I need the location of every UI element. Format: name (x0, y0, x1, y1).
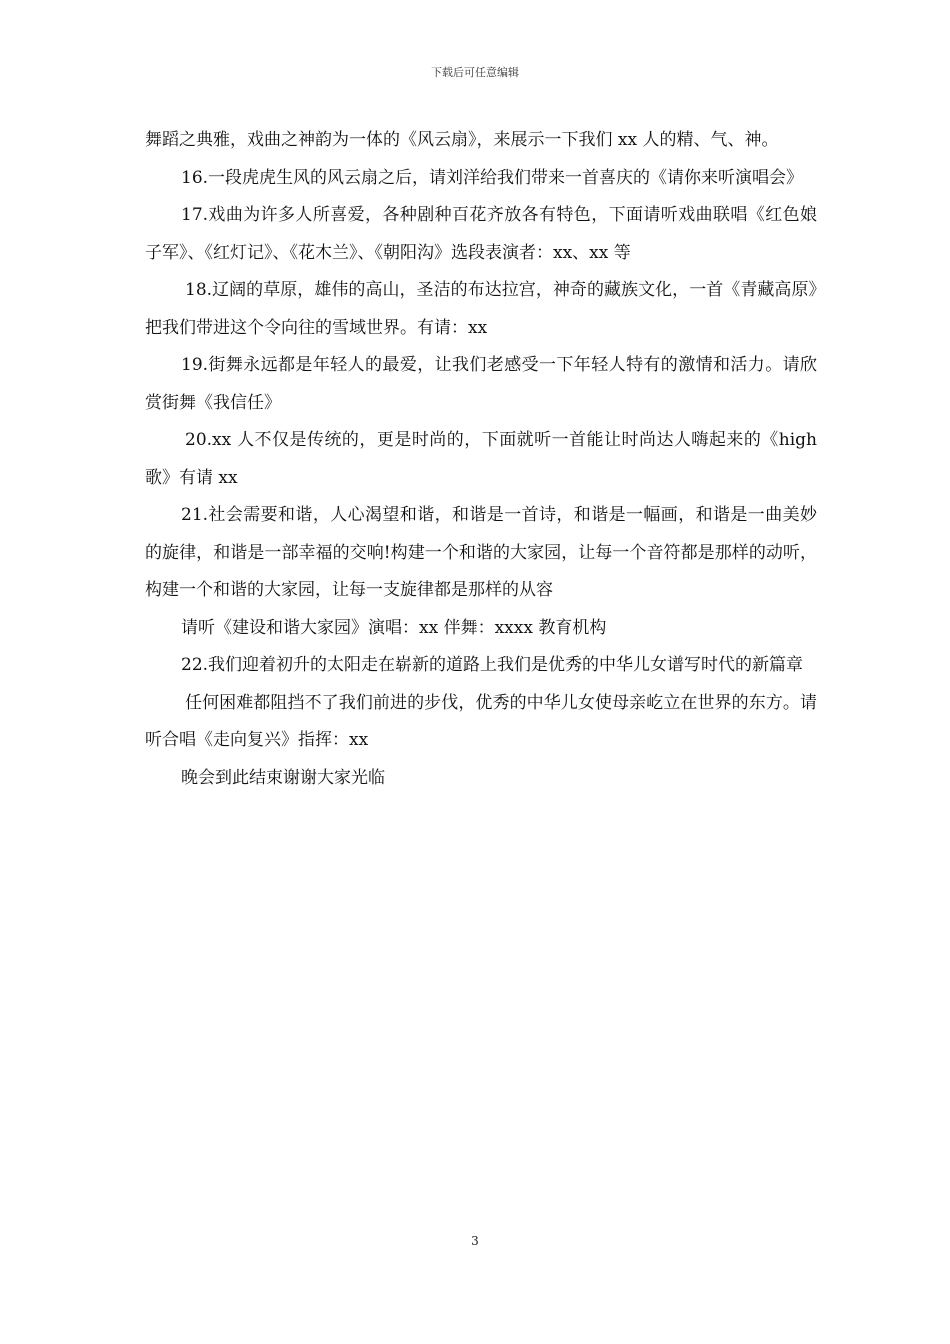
paragraph-item-16: 16.一段虎虎生风的风云扇之后，请刘洋给我们带来一首喜庆的《请你来听演唱会》 (181, 167, 804, 188)
paragraph-fengyunshan-intro: 舞蹈之典雅，戏曲之神韵为一体的《风云扇》，来展示一下我们 xx 人的精、气、神。 (145, 130, 779, 150)
paragraph-item-17: 17.戏曲为许多人所喜爱，各种剧种百花齐放各有特色，下面请听戏曲联唱《红色娘子军》、《红灯记》、《花木兰》、《朝阳沟》选段表演者：xx、xx 等 (145, 205, 817, 263)
paragraph-item-20: 20.xx 人不仅是传统的，更是时尚的，下面就听一首能让时尚达人嗨起来的《high 歌》有请 xx (145, 430, 817, 488)
paragraph-item-19: 19.街舞永远都是年轻人的最爱，让我们老感受一下年轻人特有的激情和活力。请欣赏街舞《我信任》 (145, 355, 817, 413)
page-header: 下载后可任意编辑 (431, 66, 519, 79)
paragraph-closing: 晚会到此结束谢谢大家光临 (181, 767, 385, 788)
paragraph-item-21: 21.社会需要和谐，人心渴望和谐，和谐是一首诗，和谐是一幅画，和谐是一曲美妙的旋律，和谐是一部幸福的交响!构建一个和谐的大家园，让每一个音符都是那样的动听，构建一个和谐的大家园，让每一支旋律都是那样的从容 (145, 505, 817, 600)
paragraph-harmony-performance: 请听《建设和谐大家园》演唱：xx 伴舞：xxxx 教育机构 (181, 617, 607, 638)
paragraph-item-22: 22.我们迎着初升的太阳走在崭新的道路上我们是优秀的中华儿女谱写时代的新篇章 (181, 655, 804, 675)
page-number: 3 (471, 1234, 479, 1248)
paragraph-item-18: 18.辽阔的草原，雄伟的高山，圣洁的布达拉宫，神奇的藏族文化，一首《青藏高原》把我们带进这个令向往的雪域世界。有请：xx (145, 280, 817, 338)
document-body (145, 122, 817, 797)
paragraph-chorus: 任何困难都阻挡不了我们前进的步伐，优秀的中华儿女使母亲屹立在世界的东方。请听合唱《走向复兴》指挥：xx (145, 692, 817, 750)
